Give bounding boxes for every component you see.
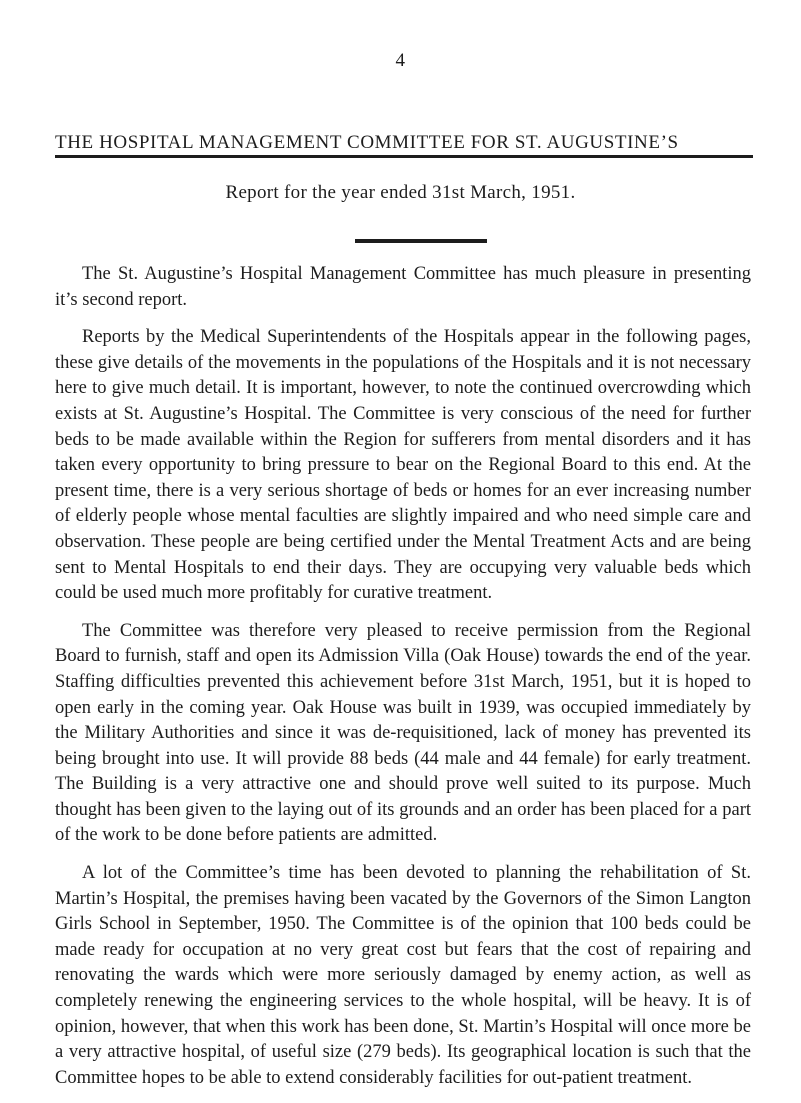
paragraph-oak-house: The Committee was therefore very pleased to receive permission from the Regional Board to furnish, staff and open its Admission Villa (Oak House) towards the end of the year. Staffing difficulties prevented this achievement before 31st March, 1951, but it is hoped to open early in the coming year. Oak House was built in 1939, was occupied immediately by the Military Authorities and since it was de-requisitioned, lack of money has prevented its being brought into use. It will provide 88 beds (44 male and 44 female) for early treatment. The Building is a very attractive one and should prove well suited to its purpose. Much thought has been given to the laying out of its grounds and an order has been placed for a part of the work to be done before patients are admitted. (55, 620, 751, 846)
paragraph-overcrowding: Reports by the Medical Superintendents of the Hospitals appear in the following pages, these give details of the movements in the populations of the Hospitals and it is not necessary here to give much detail. It is important, however, to note the continued overcrowding which exists at St. Augustine’s Hospital. The Committee is very conscious of the need for further beds to be made available within the Region for sufferers from mental disorders and it has taken every opportunity to bring pressure to bear on the Regional Board to this end. At the present time, there is a very serious shortage of beds or homes for an ever increasing number of elderly people whose mental faculties are slightly impaired and who need simple care and observation. These people are being certified under the Mental Treatment Acts and are being sent to Mental Hospitals to end their days. They are occupying very valuable beds which could be used much more profitably for curative treatment. (55, 327, 751, 604)
title-underline (55, 155, 753, 158)
report-subtitle: Report for the year ended 31st March, 1951. (225, 182, 576, 203)
report-body (55, 262, 751, 1103)
page-number: 4 (395, 50, 406, 71)
page-title: THE HOSPITAL MANAGEMENT COMMITTEE FOR ST. AUGUSTINE’S (55, 132, 679, 153)
section-divider (355, 239, 487, 243)
paragraph-st-martins: A lot of the Committee’s time has been devoted to planning the rehabilitation of St. Martin’s Hospital, the premises having been vacated by the Governors of the Simon Langton Girls School in September, 1950. The Committee is of the opinion that 100 beds could be made ready for occupation at no very great cost but fears that the cost of repairing and renovating the wards which were more seriously damaged by enemy action, as well as completely renewing the engineering services to the whole hospital, will be heavy. It is of opinion, however, that when this work has been done, St. Martin’s Hospital will once more be a very attractive hospital, of useful size (279 beds). Its geographical location is such that the Committee hopes to be able to extend considerably facilities for out-patient treatment. (55, 863, 751, 1088)
paragraph-intro: The St. Augustine’s Hospital Management Committee has much pleasure in presenting it’s second report. (55, 264, 751, 310)
